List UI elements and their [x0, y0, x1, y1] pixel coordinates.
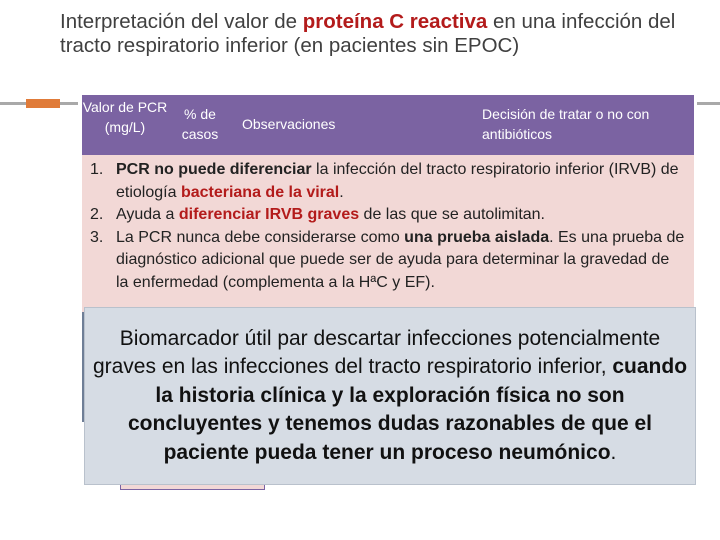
- point1-end: .: [339, 183, 344, 201]
- point3-text: La PCR nunca debe considerarse como: [116, 228, 405, 246]
- callout-part1: Biomarcador útil par descartar infecciones potencialmente graves en las infecciones del tracto respiratorio inferior,: [92, 326, 661, 379]
- header-observations: Observaciones: [242, 116, 336, 132]
- point2-highlight: diferenciar IRVB graves: [178, 206, 360, 223]
- header-decision: Decisión de tratar o no con antibióticos: [482, 106, 650, 142]
- callout-end: .: [610, 440, 617, 464]
- header-pcr-value: Valor de PCR (mg/L): [82, 99, 168, 135]
- title-highlight: proteína C reactiva: [302, 10, 488, 33]
- point2-text: Ayuda a: [116, 206, 179, 223]
- list-number: 1.: [90, 161, 104, 178]
- accent-bar: [26, 99, 60, 108]
- list-number: 3.: [90, 228, 104, 246]
- callout-text: [91, 325, 689, 468]
- point3-end: . Es una prueba de diagnóstico adicional que puede ser de ayuda para determinar la gravedad de la enfermedad (complementa a la HªC y EF).: [116, 228, 685, 291]
- point1-highlight: bacteriana de la viral: [180, 183, 340, 201]
- point1-text: la infección del tracto respiratorio inferior (IRVB) de etiología: [116, 161, 679, 201]
- title-part1: Interpretación del valor de: [60, 10, 303, 33]
- list-item: [90, 204, 686, 227]
- callout-bold: cuando la historia clínica y la exploración física no son concluyentes y tenemos dudas razonables de que el paciente pueda tener un proceso neumónico: [128, 355, 688, 464]
- info-box: [82, 155, 694, 315]
- divider-right: [697, 102, 720, 105]
- point2-end: de las que se autolimitan.: [359, 206, 545, 223]
- list-item: [90, 227, 686, 295]
- title-part2: en una infección del tracto respiratorio inferior (en pacientes sin EPOC): [60, 10, 676, 57]
- callout-box: [84, 307, 696, 485]
- list-item: [90, 159, 686, 204]
- points-list: [82, 155, 694, 294]
- list-number: 2.: [90, 206, 104, 223]
- point1-bold: PCR no puede diferenciar: [116, 161, 312, 178]
- slide-title: [60, 10, 700, 58]
- table-header: [82, 95, 694, 155]
- point3-bold: una prueba aislada: [404, 228, 550, 246]
- header-percent-cases: % de casos: [181, 106, 219, 142]
